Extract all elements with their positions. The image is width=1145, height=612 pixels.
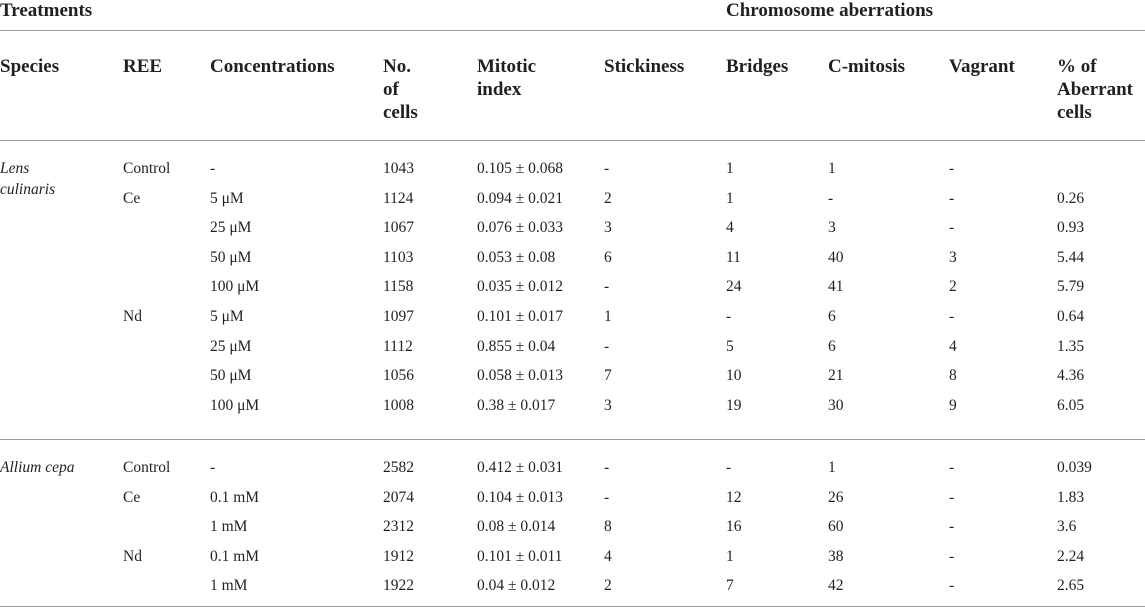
cmitosis-cell: 3 <box>828 219 836 236</box>
cell-count-cell: 1124 <box>383 190 414 207</box>
cell-count-cell: 1922 <box>383 577 414 594</box>
cmitosis-cell: 60 <box>828 518 844 535</box>
bridges-cell: 5 <box>726 338 734 355</box>
stickiness-cell: - <box>604 459 610 476</box>
aberrant-cells-cell: 3.6 <box>1057 518 1077 535</box>
bridges-cell: 12 <box>726 489 742 506</box>
col-header-mitotic-line1: Mitotic <box>477 56 537 77</box>
col-header-mitotic-line2: index <box>477 79 522 100</box>
cmitosis-cell: 41 <box>828 278 844 295</box>
mitotic-index-cell: 0.04 ± 0.012 <box>477 577 556 594</box>
col-header-concentrations: Concentrations <box>210 56 335 77</box>
treatments-header: Treatments <box>0 0 93 21</box>
bridges-cell: 19 <box>726 397 742 414</box>
mitotic-index-cell: 0.101 ± 0.011 <box>477 548 563 565</box>
bridges-cell: - <box>726 308 732 325</box>
stickiness-cell: 7 <box>604 367 612 384</box>
col-header-no-cells-line1: No. <box>383 56 411 77</box>
cell-count-cell: 2582 <box>383 459 414 476</box>
cell-count-cell: 1056 <box>383 367 414 384</box>
species-name: Allium cepa <box>0 459 75 476</box>
mitotic-index-cell: 0.053 ± 0.08 <box>477 249 556 266</box>
ree-cell: Control <box>123 160 171 177</box>
concentration-cell: 50 μM <box>210 367 252 384</box>
vagrant-cell: - <box>949 308 955 325</box>
table-bottom-rule <box>0 606 1145 607</box>
cell-count-cell: 1008 <box>383 397 414 414</box>
stickiness-cell: 2 <box>604 577 612 594</box>
vagrant-cell: - <box>949 548 955 565</box>
vagrant-cell: - <box>949 489 955 506</box>
stickiness-cell: 8 <box>604 518 612 535</box>
concentration-cell: - <box>210 160 216 177</box>
col-header-no-cells-line3: cells <box>383 102 418 123</box>
aberrant-cells-cell: 4.36 <box>1057 367 1085 384</box>
ree-cell: Ce <box>123 489 141 506</box>
stickiness-cell: - <box>604 160 610 177</box>
stickiness-cell: - <box>604 489 610 506</box>
col-header-cmitosis: C-mitosis <box>828 56 906 77</box>
ree-cell: Nd <box>123 548 142 565</box>
stickiness-cell: 2 <box>604 190 612 207</box>
cell-count-cell: 2312 <box>383 518 414 535</box>
ree-cell: Control <box>123 459 171 476</box>
bridges-cell: 11 <box>726 249 741 266</box>
concentration-cell: 25 μM <box>210 338 252 355</box>
concentration-cell: 100 μM <box>210 397 260 414</box>
cell-count-cell: 1043 <box>383 160 414 177</box>
aberrant-cells-cell: 0.039 <box>1057 459 1092 476</box>
concentration-cell: 5 μM <box>210 190 244 207</box>
stickiness-cell: 3 <box>604 219 612 236</box>
mitotic-index-cell: 0.105 ± 0.068 <box>477 160 564 177</box>
mitotic-index-cell: 0.104 ± 0.013 <box>477 489 564 506</box>
cmitosis-cell: 26 <box>828 489 844 506</box>
aberrant-cells-cell: 0.64 <box>1057 308 1085 325</box>
bridges-cell: - <box>726 459 732 476</box>
vagrant-cell: 9 <box>949 397 957 414</box>
vagrant-cell: 3 <box>949 249 957 266</box>
vagrant-cell: - <box>949 190 955 207</box>
vagrant-cell: - <box>949 219 955 236</box>
aberrant-cells-cell: 0.26 <box>1057 190 1085 207</box>
col-header-vagrant: Vagrant <box>949 56 1015 77</box>
bridges-cell: 7 <box>726 577 734 594</box>
ree-cell: Nd <box>123 308 142 325</box>
mitotic-index-cell: 0.058 ± 0.013 <box>477 367 564 384</box>
vagrant-cell: 2 <box>949 278 957 295</box>
cmitosis-cell: 30 <box>828 397 844 414</box>
bridges-cell: 1 <box>726 160 734 177</box>
aberrant-cells-cell: 5.79 <box>1057 278 1085 295</box>
cell-count-cell: 1912 <box>383 548 414 565</box>
stickiness-cell: 4 <box>604 548 612 565</box>
mitotic-index-cell: 0.101 ± 0.017 <box>477 308 564 325</box>
mitotic-index-cell: 0.855 ± 0.04 <box>477 338 556 355</box>
species-name: Lens <box>0 160 30 177</box>
col-header-species: Species <box>0 56 60 77</box>
chromosome-aberrations-header: Chromosome aberrations <box>726 0 934 21</box>
cell-count-cell: 1067 <box>383 219 414 236</box>
mitotic-index-cell: 0.38 ± 0.017 <box>477 397 556 414</box>
concentration-cell: 50 μM <box>210 249 252 266</box>
cmitosis-cell: 38 <box>828 548 844 565</box>
bridges-cell: 1 <box>726 190 734 207</box>
aberrant-cells-cell: 2.65 <box>1057 577 1085 594</box>
aberrant-cells-cell: 6.05 <box>1057 397 1085 414</box>
mitotic-index-cell: 0.076 ± 0.033 <box>477 219 564 236</box>
cmitosis-cell: 1 <box>828 160 836 177</box>
bridges-cell: 24 <box>726 278 742 295</box>
mitotic-index-cell: 0.08 ± 0.014 <box>477 518 556 535</box>
vagrant-cell: - <box>949 459 955 476</box>
vagrant-cell: 4 <box>949 338 957 355</box>
col-header-no-cells-line2: of <box>383 79 399 100</box>
concentration-cell: 100 μM <box>210 278 260 295</box>
cmitosis-cell: 42 <box>828 577 844 594</box>
cmitosis-cell: 40 <box>828 249 844 266</box>
col-header-aberrant-line1: % of <box>1057 56 1097 77</box>
vagrant-cell: - <box>949 160 955 177</box>
header-rule-top <box>0 30 1145 31</box>
stickiness-cell: - <box>604 338 610 355</box>
aberrant-cells-cell: 2.24 <box>1057 548 1085 565</box>
aberrant-cells-cell: 1.83 <box>1057 489 1085 506</box>
concentration-cell: 5 μM <box>210 308 244 325</box>
vagrant-cell: - <box>949 518 955 535</box>
bridges-cell: 10 <box>726 367 742 384</box>
concentration-cell: 1 mM <box>210 577 248 594</box>
stickiness-cell: 3 <box>604 397 612 414</box>
bridges-cell: 4 <box>726 219 734 236</box>
aberrant-cells-cell: 0.93 <box>1057 219 1085 236</box>
cmitosis-cell: 1 <box>828 459 836 476</box>
cell-count-cell: 1112 <box>383 338 413 355</box>
stickiness-cell: 6 <box>604 249 612 266</box>
cmitosis-cell: - <box>828 190 834 207</box>
mitotic-index-cell: 0.094 ± 0.021 <box>477 190 564 207</box>
aberrant-cells-cell: 1.35 <box>1057 338 1085 355</box>
cmitosis-cell: 6 <box>828 338 836 355</box>
col-header-ree: REE <box>123 56 163 77</box>
bridges-cell: 1 <box>726 548 734 565</box>
stickiness-cell: - <box>604 278 610 295</box>
mitotic-index-cell: 0.035 ± 0.012 <box>477 278 564 295</box>
col-header-aberrant-line2: Aberrant <box>1057 79 1133 100</box>
cell-count-cell: 1103 <box>383 249 414 266</box>
col-header-bridges: Bridges <box>726 56 789 77</box>
col-header-stickiness: Stickiness <box>604 56 685 77</box>
col-header-aberrant-line3: cells <box>1057 102 1092 123</box>
bridges-cell: 16 <box>726 518 742 535</box>
cmitosis-cell: 21 <box>828 367 844 384</box>
concentration-cell: 25 μM <box>210 219 252 236</box>
cell-count-cell: 1097 <box>383 308 414 325</box>
concentration-cell: 0.1 mM <box>210 548 260 565</box>
group-separator-rule <box>0 439 1145 440</box>
cell-count-cell: 2074 <box>383 489 414 506</box>
ree-cell: Ce <box>123 190 141 207</box>
vagrant-cell: 8 <box>949 367 957 384</box>
cmitosis-cell: 6 <box>828 308 836 325</box>
stickiness-cell: 1 <box>604 308 612 325</box>
header-rule-bottom <box>0 140 1145 141</box>
vagrant-cell: - <box>949 577 955 594</box>
concentration-cell: - <box>210 459 216 476</box>
mitotic-index-cell: 0.412 ± 0.031 <box>477 459 564 476</box>
species-name: culinaris <box>0 181 56 198</box>
aberrant-cells-cell: 5.44 <box>1057 249 1085 266</box>
concentration-cell: 1 mM <box>210 518 248 535</box>
cell-count-cell: 1158 <box>383 278 414 295</box>
concentration-cell: 0.1 mM <box>210 489 260 506</box>
